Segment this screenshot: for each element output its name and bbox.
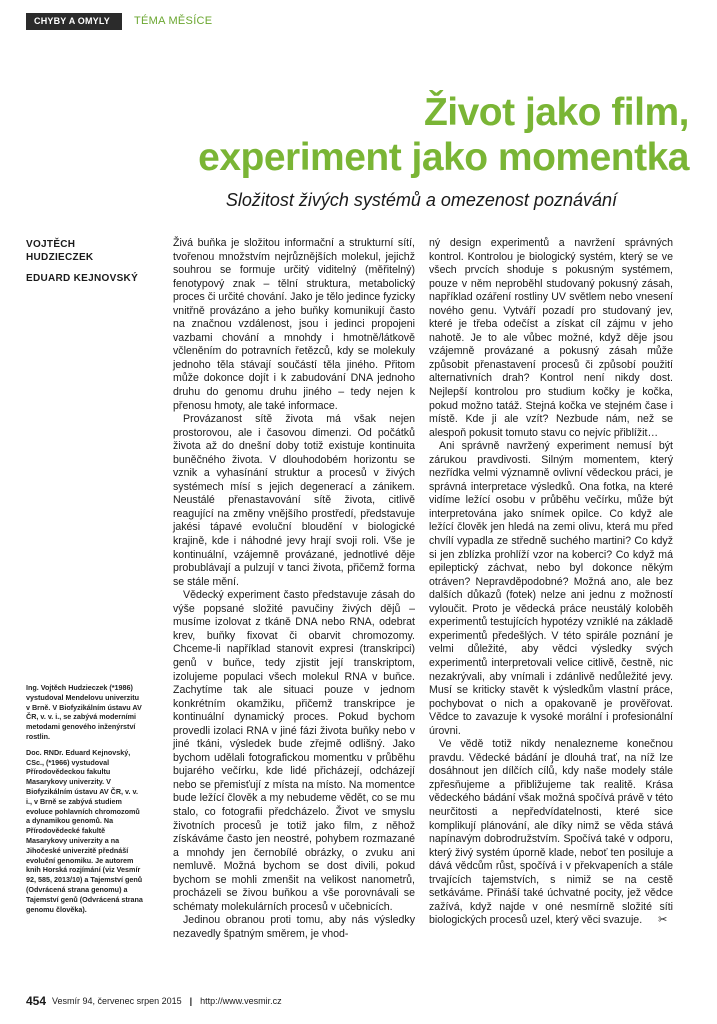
authors <box>26 238 144 293</box>
bio-2: Doc. RNDr. Eduard Kejnovský, CSc., (*1966) vystudoval Přírodovědeckou fakultu Masarykovy univerzity. V Biofyzikálním ústavu AV ČR, v. v. i., v Brně se zabývá studiem evoluce pohlavních chromozomů a dynamikou genomů. Na Přírodovědecké fakultě Masarykovy univerzity a na Jihočeské univerzitě přednáší evoluční genomiku. Je autorem knih Horská rozjímání (viz Vesmír 92, 585, 2013/10) a Tajemství genů (Odvrácená strana genomu) a Tajemství genů (Odvrácená strana genomu člověka). <box>26 747 143 914</box>
paragraph <box>429 738 673 928</box>
section-badge: CHYBY A OMYLY <box>26 13 122 30</box>
paragraph: ný design experimentů a navržení správných kontrol. Kontrolou je biologický systém, který se ve všech prvcích shoduje s pokusným systémem, pouze v něm neproběhl studovaný pokusný zásah, například ozáření rostliny UV světlem nebo vnesení nového genu. Vytváří pozadí pro studovaný jev, které je třeba odečíst a získat cíl zájmu v jeho nahotě. Je to ale vůbec možné, když děje jsou vzájemně provázané a pokusný zásah může způsobit přenastavení procesů či způsobí použití alternativních drah? Kontrol není nikdy dost. Nejlepší kontrolou pro studium kočky je kočka, pokud možno tatáž. Stejná kočka ve stejném čase i místě. Kde ji ale vzít? Nezbude nám, než se alespoň pokusit tomuto stavu co nejvíc přiblížit… <box>429 237 673 439</box>
theme-label: TÉMA MĚSÍCE <box>133 15 213 27</box>
end-mark-icon: ✂ <box>658 914 668 927</box>
paragraph-text: Ve vědě totiž nikdy nenalezneme konečnou pravdu. Vědecké bádání je dlouhá trať, na níž lze dosáhnout jen dílčích cílů, kdy naše modely stále zpřesňujeme a přibližujeme tak realitě. Krása vědeckého bádání však možná spočívá právě v této neurčitosti a nepředvídatelnosti, které sice komplikují plánování, ale díky nimž se věda stává napínavým dobrodružstvím. Spočívá také v odporu, který živý systém úporně klade, neboť ten posiluje a dává vědcům růst, spočívá i v překvapeních a stále trvajících tajemstvích, s nimiž se na cestě setkáváme. Přináší také úchvatné pocity, jež vědce zažívá, když najde v oné nesmírně složité síti biologických procesů uzel, který věci svazuje. <box>429 738 673 927</box>
author-1: VOJTĚCH HUDZIECZEK <box>26 239 94 263</box>
paragraph: Vědecký experiment často představuje zásah do výše popsané složité pavučiny živých dějů – musíme izolovat z tkáně DNA nebo RNA, odebrat krev, buňky fixovat či obarvit chromozomy. Chceme-li například stanovit expresi (transkripci) genů v buňce, tedy zjistit její transkriptom, izolujeme populaci všech molekul RNA v buňce. Zachytíme tak ale situaci pouze v jednom konkrétním okamžiku, přičemž transkripce je kontinuální dynamický proces. Pokud bychom provedli izolaci RNA v jiné fázi života buňky nebo v jiné tkáni, výsledek bude zřejmě odlišný. Jako bychom udělali fotografickou momentku v průběhu bujarého večírku, kde lidé přicházejí, odcházejí nebo se přemisťují z místa na místo. Na momentce bude ležící člověk a my nebudeme vědět, co se mu stalo, co fotografii předcházelo. Život ve smyslu životních procesů je totiž jako film, z něhož získáváme často jen neostré, pohybem rozmazané a mnohdy jen černobílé obrázky, o zvuku ani nemluvě. Možná bychom se dost divili, pokud bychom se mohli zmenšit na velikost nanometrů, procházeli se živou buňkou a vše porovnávali se schématy molekulárních procesů v učebnicích. <box>173 589 415 913</box>
paragraph: Ani správně navržený experiment nemusí být zárukou pravdivosti. Silným momentem, který nezřídka velmi významně ovlivní vědeckou práci, je správná interpretace výsledků. Ona fotka, na které vidíme ležící osobu v průběhu večírku, může být interpretována jako snímek opilce. Co když ale ležící člověk jen hledá na zemi olivu, která mu před chvílí vypadla ze středně suchého martini? Co když si jen zblízka prohlíží vzor na koberci? Co když má epileptický záchvat, nebo byl dokonce někým otráven? Nepravděpodobné? Možná ano, ale bez dalších důkazů (fotek) nelze ani jednu z možností vyloučit. Proto je vědecká práce neustálý koloběh experimentů testujících hypotézy vzniklé na základě experimentů předešlých. V této spirále poznání je velmi důležité, aby vědci výsledky svých experimentů interpretovali velice citlivě, čestně, nic nezakrývali, aby vnímali i zdánlivě nedůležité jevy. Musí se kriticky stavět k výsledkům vlastní práce, pochybovat o nich a opakovaně je prověřovat. Vědce to zavazuje k vysoké morální i profesionální úrovni. <box>429 440 673 737</box>
author-bios <box>26 683 144 920</box>
article-title <box>198 90 689 180</box>
author-2: EDUARD KEJNOVSKÝ <box>26 273 139 284</box>
issue-info: Vesmír 94, červenec srpen 2015 <box>52 996 182 1006</box>
title-line-2: experiment jako momentka <box>198 136 689 179</box>
text-column-2 <box>429 237 673 928</box>
text-column-1 <box>173 237 415 941</box>
article-subtitle: Složitost živých systémů a omezenost poznávání <box>225 190 617 210</box>
paragraph: Provázanost sítě života má však nejen prostorovou, ale i časovou dimenzi. Od počátků života až do dnešní doby totiž existuje kontinuita buněčného života. V dlouhodobém horizontu se vznik a vyhasínání struktur a procesů v živých systémech mísí s jejich degenerací a zánikem. Neustálé přenastavování sítě života, citlivě reagující na změny vnějšího prostředí, představuje jakési tápavé evoluční bloudění v biologické krajině, kde i náhodné jevy hrají svoji roli. Vše je kontinuální, vzájemně provázané, jednotlivé děje probublávají a pulzují v tanci života, přičemž forma se stále mění. <box>173 413 415 588</box>
page-header <box>26 14 212 28</box>
page-footer <box>26 994 282 1008</box>
paragraph: Živá buňka je složitou informační a strukturní sítí, tvořenou množstvím nejrůznějších molekul, jejichž souhrou se formuje určitý viditelný (měřitelný) fenotypový znak – tělní struktura, metabolický proces či určité chování. Jako je tělo jedince fyzicky vnitřně provázáno a jeho buňky komunikují často na značnou vzdálenost, jsou i jedinci propojeni vazbami chování a mnohdy i hmotně/látkově včleněním do potravních řetězců, kdy se molekuly jednoho těla stávají součástí těla jiného. Přitom může dokonce dojít i k zabudování DNA jednoho druhu do genomu druhu jiného – tedy nejen k přenosu hmoty, ale také informace. <box>173 237 416 412</box>
paragraph: Jedinou obranou proti tomu, aby nás výsledky nezavedly špatným směrem, je vhod- <box>173 914 415 940</box>
title-line-1: Život jako film, <box>423 91 689 134</box>
website-link[interactable]: http://www.vesmir.cz <box>200 996 282 1006</box>
page-number: 454 <box>26 994 47 1008</box>
footer-separator: | <box>189 996 193 1006</box>
bio-1: Ing. Vojtěch Hudzieczek (*1986) vystudoval Mendelovu univerzitu v Brně. V Biofyzikálním ústavu AV ČR, v. v. i., se zabývá moderními metodami genového inženýrství rostlin. <box>26 683 142 741</box>
